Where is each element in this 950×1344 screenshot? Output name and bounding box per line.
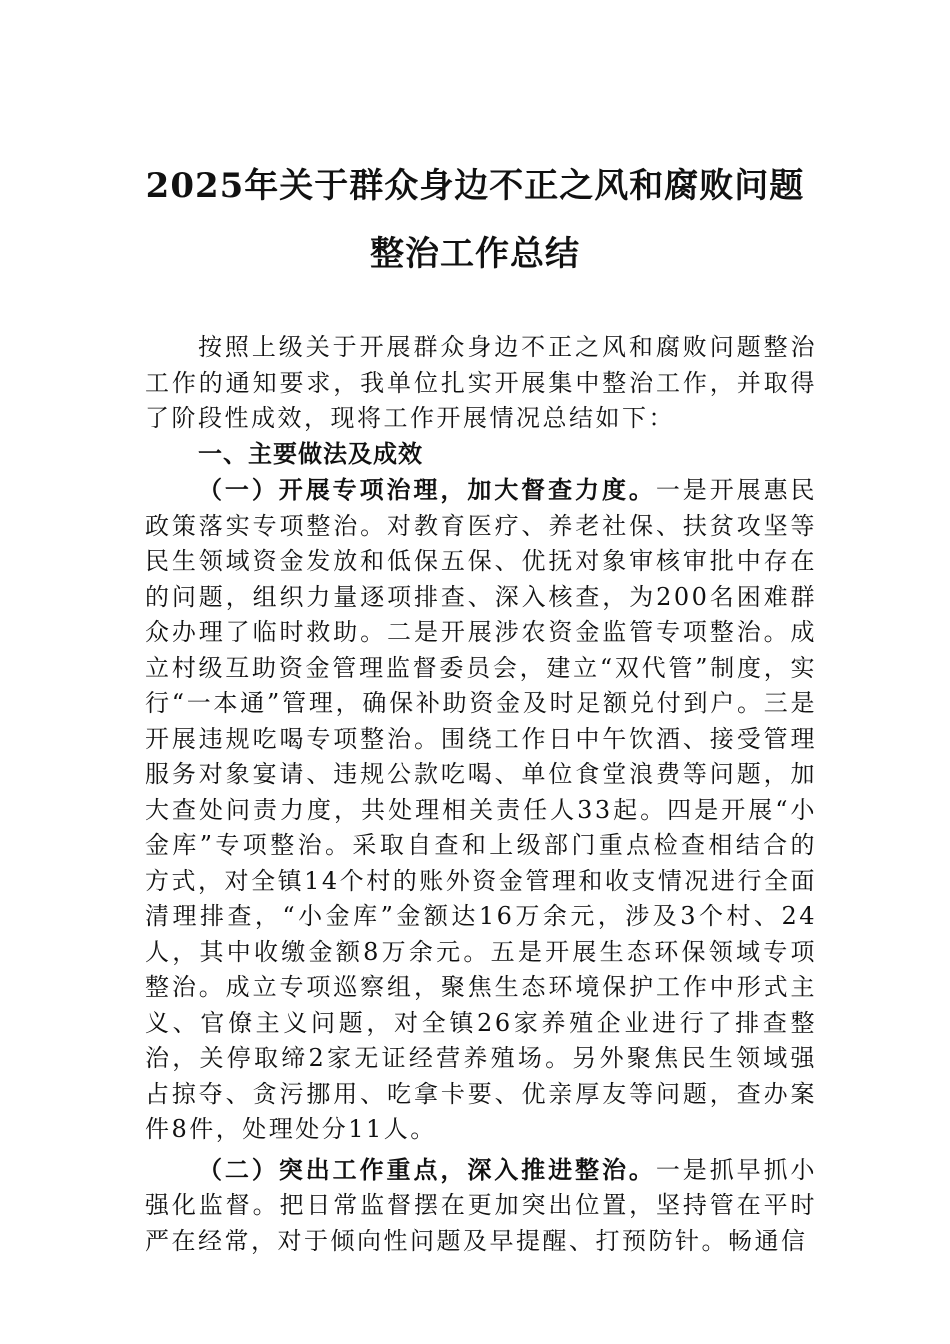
section-1-paragraph <box>145 472 817 1148</box>
document-body <box>145 330 817 1259</box>
section-2-paragraph <box>145 1152 817 1260</box>
document-title-line-1: 2025年关于群众身边不正之风和腐败问题 <box>145 166 805 206</box>
section-2-body: 一是抓早抓小强化监督。把日常监督摆在更加突出位置，坚持管在平时严在经常，对于倾向性问题及早提醒、打预防针。畅通信 <box>145 1155 818 1255</box>
intro-paragraph: 按照上级关于开展群众身边不正之风和腐败问题整治工作的通知要求，我单位扎实开展集中整治工作，并取得了阶段性成效，现将工作开展情况总结如下： <box>145 333 817 432</box>
section-heading-main-practices: 一、主要做法及成效 <box>198 439 423 468</box>
section-1-body: 一是开展惠民政策落实专项整治。对教育医疗、养老社保、扶贫攻坚等民生领域资金发放和低保五保、优抚对象审核审批中存在的问题，组织力量逐项排查、深入核查，为200名困难群众办理了临时救助。二是开展涉农资金监管专项整治。成立村级互助资金管理监督委员会，建立“双代管”制度，实行“一本通”管理，确保补助资金及时足额兑付到户。三是开展违规吃喝专项整治。围绕工作日中午饮酒、接受管理服务对象宴请、违规公款吃喝、单位食堂浪费等问题，加大查处问责力度，共处理相关责任人33起。四是开展“小金库”专项整治。采取自查和上级部门重点检查相结合的方式，对全镇14个村的账外资金管理和收支情况进行全面清理排查，“小金库”金额达16万余元，涉及3个村、24人，其中收缴金额8万余元。五是开展生态环保领域专项整治。成立专项巡察组，聚焦生态环境保护工作中形式主义、官僚主义问题，对全镇26家养殖企业进行了排查整治，关停取缔2家无证经营养殖场。另外聚焦民生领域强占掠夺、贪污挪用、吃拿卡要、优亲厚友等问题，查办案件8件，处理处分11人。 <box>145 476 818 1143</box>
section-1-lead: （一）开展专项治理，加大督查力度。 <box>198 475 656 504</box>
document-title-line-2: 整治工作总结 <box>370 234 580 274</box>
section-2-lead: （二）突出工作重点，深入推进整治。 <box>198 1154 656 1184</box>
